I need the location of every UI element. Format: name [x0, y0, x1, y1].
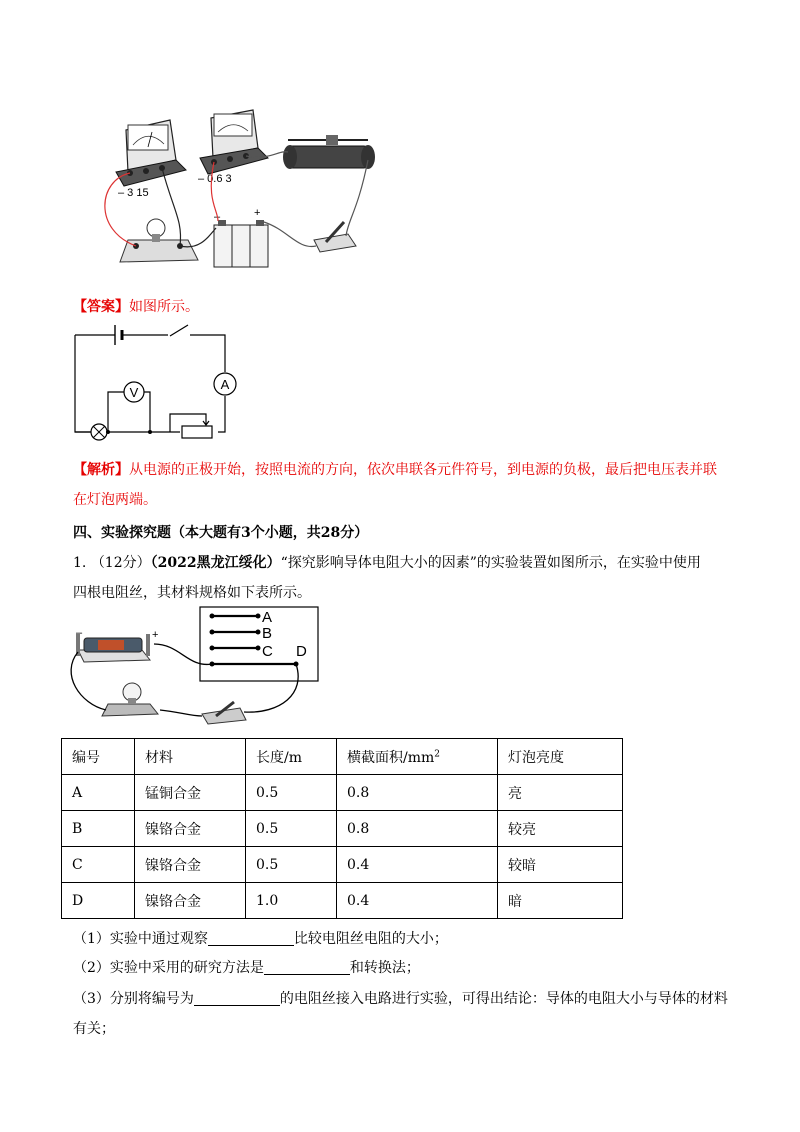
question-score: （12分） — [90, 555, 151, 571]
table-cell: 较亮 — [498, 811, 623, 847]
subquestion-2 — [73, 957, 420, 977]
section-title: 四、实验探究题（本大题有3个小题，共28分） — [73, 525, 369, 541]
battery-plus-sign: + — [254, 207, 261, 219]
analysis-text-1: 从电源的正极开始，按照电流的方向，依次串联各元件符号，到电源的负极，最后把电压表并联 — [129, 462, 717, 478]
resistance-wire-table — [61, 738, 623, 919]
table-header-row — [62, 739, 623, 775]
table-header-cell: 长度/m — [246, 739, 337, 775]
table-cell: B — [62, 811, 135, 847]
table-cell: D — [62, 883, 135, 919]
ammeter-letter: A — [220, 377, 230, 392]
table-row — [62, 883, 623, 919]
subquestion-1-post: 比较电阻丝电阻的大小； — [293, 931, 448, 947]
knife-switch — [202, 702, 246, 724]
table-cell: 暗 — [498, 883, 623, 919]
answer-blank-3[interactable] — [194, 991, 280, 1006]
table-cell: C — [62, 847, 135, 883]
answer-blank-1[interactable] — [208, 931, 294, 946]
table-cell: 0.8 — [337, 811, 498, 847]
analysis-tag: 【解析】 — [73, 462, 129, 478]
answer-blank-2[interactable] — [264, 960, 350, 975]
table-cell: 0.5 — [246, 811, 337, 847]
lamp-holder — [102, 683, 158, 716]
voltmeter-scale-label: – 3 15 — [118, 187, 149, 199]
table-cell: 0.5 — [246, 775, 337, 811]
wire-label-b: B — [262, 625, 273, 642]
table-cell: 1.0 — [246, 883, 337, 919]
switch-blade — [170, 325, 188, 336]
table-cell: 较暗 — [498, 847, 623, 883]
answer-line — [73, 296, 199, 316]
subquestion-2-post: 和转换法； — [349, 960, 420, 976]
ammeter-scale-label: – 0.6 3 — [198, 173, 232, 185]
table-cell: 亮 — [498, 775, 623, 811]
subquestion-3-pre: （3）分别将编号为 — [73, 991, 194, 1007]
subquestion-3 — [73, 988, 728, 1008]
table-cell: 镍铬合金 — [135, 883, 246, 919]
rheostat-device — [283, 135, 375, 169]
analysis-line-2: 在灯泡两端。 — [73, 492, 157, 508]
battery-minus-sign-2: – — [76, 627, 83, 639]
table-row — [62, 811, 623, 847]
question-line-2: 四根电阻丝，其材料规格如下表所示。 — [73, 585, 311, 601]
question-source: （2022黑龙江绥化） — [150, 555, 281, 571]
table-cell: 0.4 — [337, 847, 498, 883]
analysis-line-1 — [73, 459, 717, 479]
table-header-cell: 编号 — [62, 739, 135, 775]
unit-superscript: 2 — [434, 748, 441, 759]
ammeter-device — [200, 110, 268, 174]
physical-circuit-figure — [88, 100, 388, 275]
battery-plus-sign-2: + — [152, 629, 159, 641]
table-cell: 0.8 — [337, 775, 498, 811]
cross-section-header: 横截面积/mm — [347, 749, 435, 766]
switch-device — [314, 222, 356, 252]
table-row — [62, 847, 623, 883]
subquestion-3-post: 的电阻丝接入电路进行实验，可得出结论：导体的电阻大小与导体的材料 — [279, 991, 728, 1007]
table-cell: 0.5 — [246, 847, 337, 883]
subquestion-2-pre: （2）实验中采用的研究方法是 — [73, 960, 264, 976]
subquestion-1-pre: （1）实验中通过观察 — [73, 931, 208, 947]
table-header-cell: 灯泡亮度 — [498, 739, 623, 775]
resistance-experiment-figure — [70, 604, 330, 732]
lamp-board — [120, 219, 198, 262]
wire-label-d: D — [296, 643, 307, 660]
voltmeter-device — [116, 120, 186, 186]
question-line-1 — [73, 552, 701, 572]
table-cell: A — [62, 775, 135, 811]
wire-label-c: C — [262, 643, 273, 660]
voltmeter-letter: V — [129, 385, 139, 400]
battery-pack — [214, 220, 268, 267]
subquestion-1 — [73, 928, 448, 948]
table-cell: 镍铬合金 — [135, 847, 246, 883]
table-cell: 锰铜合金 — [135, 775, 246, 811]
answer-tag: 【答案】 — [73, 299, 129, 315]
battery-holder — [76, 634, 150, 662]
question-number: 1. — [73, 555, 87, 571]
table-row — [62, 775, 623, 811]
wire-label-a: A — [262, 609, 273, 626]
circuit-diagram — [70, 322, 240, 442]
subquestion-3-line-2: 有关； — [73, 1021, 115, 1037]
table-header-cell — [337, 739, 498, 775]
table-cell: 0.4 — [337, 883, 498, 919]
answer-text: 如图所示。 — [129, 299, 199, 315]
battery-minus-sign: – — [214, 211, 221, 223]
rheostat-symbol — [182, 426, 212, 438]
table-header-cell: 材料 — [135, 739, 246, 775]
table-cell: 镍铬合金 — [135, 811, 246, 847]
question-text-1: “探究影响导体电阻大小的因素”的实验装置如图所示，在实验中使用 — [280, 555, 701, 571]
